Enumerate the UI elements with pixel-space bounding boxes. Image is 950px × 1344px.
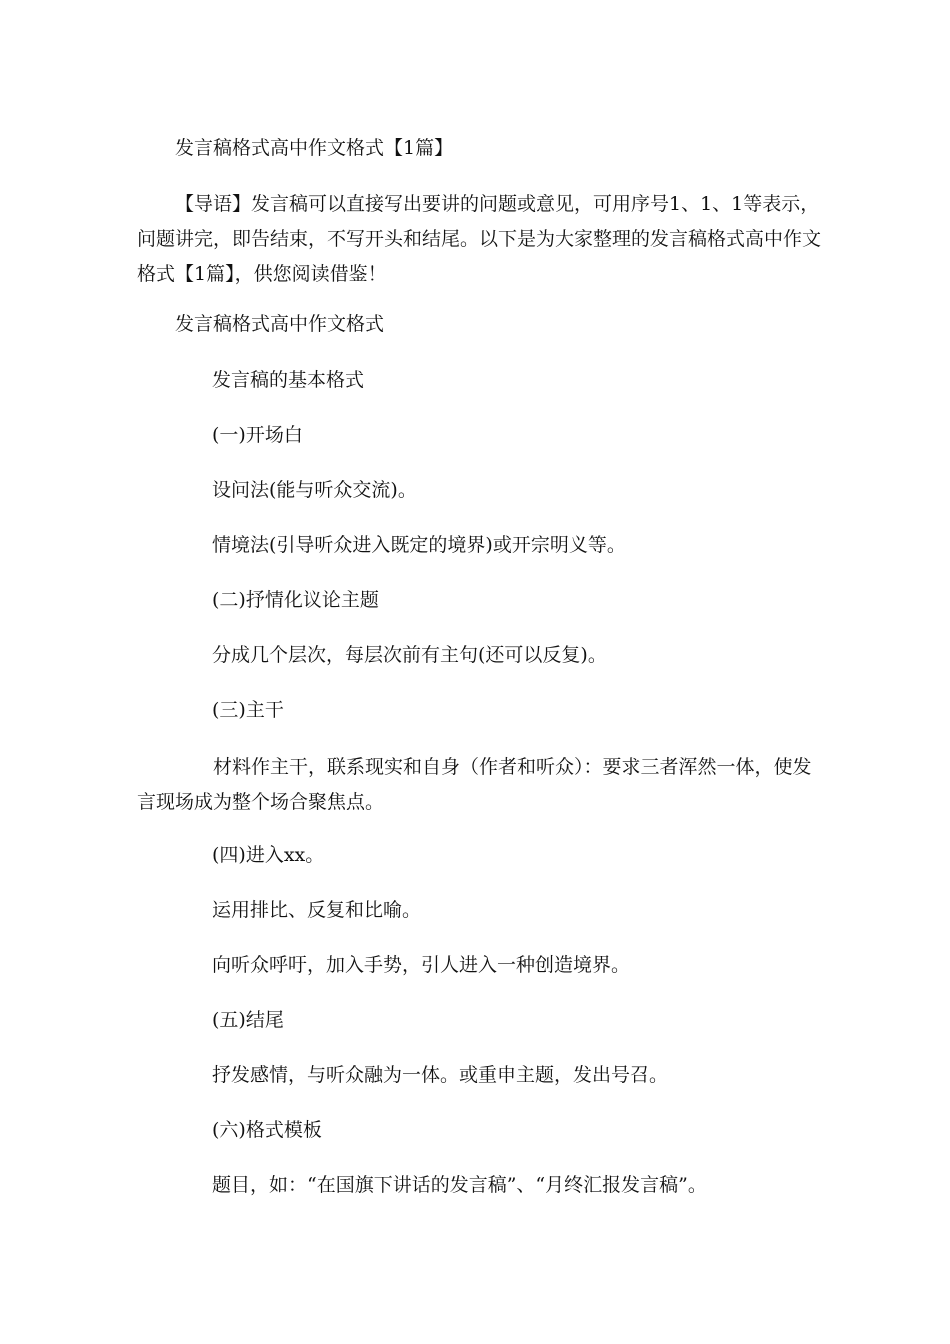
subheading-enter: (四)进入xx。 (212, 844, 325, 866)
subheading-ending: (五)结尾 (212, 1009, 284, 1031)
text-line: 情境法(引导听众进入既定的境界)或开宗明义等。 (212, 534, 626, 556)
text-line: 题目，如：“在国旗下讲话的发言稿”、“月终汇报发言稿”。 (212, 1174, 707, 1196)
subheading-theme: (二)抒情化议论主题 (212, 589, 379, 611)
text-line: 运用排比、反复和比喻。 (212, 899, 422, 921)
section-heading: 发言稿格式高中作文格式 (175, 313, 385, 335)
intro-paragraph: 【导语】发言稿可以直接写出要讲的问题或意见，可用序号1、1、1等表示，问题讲完，即告结束，不写开头和结尾。以下是为大家整理的发言稿格式高中作文格式【1篇】，供您阅读借鉴！ (137, 193, 822, 285)
subheading-template: (六)格式模板 (212, 1119, 322, 1141)
text-line: 设问法(能与听众交流)。 (212, 479, 417, 501)
text-line: 向听众呼吁，加入手势，引人进入一种创造境界。 (212, 954, 631, 976)
text-line: 发言稿的基本格式 (212, 369, 365, 391)
document-title: 发言稿格式高中作文格式【1篇】 (175, 137, 454, 159)
text-line: 抒发感情，与听众融为一体。或重申主题，发出号召。 (212, 1064, 669, 1086)
main-paragraph: 材料作主干，联系现实和自身（作者和听众）：要求三者浑然一体，使发言现场成为整个场合聚焦点。 (137, 756, 812, 813)
subheading-opening: (一)开场白 (212, 424, 303, 446)
subheading-main: (三)主干 (212, 699, 284, 721)
text-line: 分成几个层次，每层次前有主句(还可以反复)。 (212, 644, 607, 666)
